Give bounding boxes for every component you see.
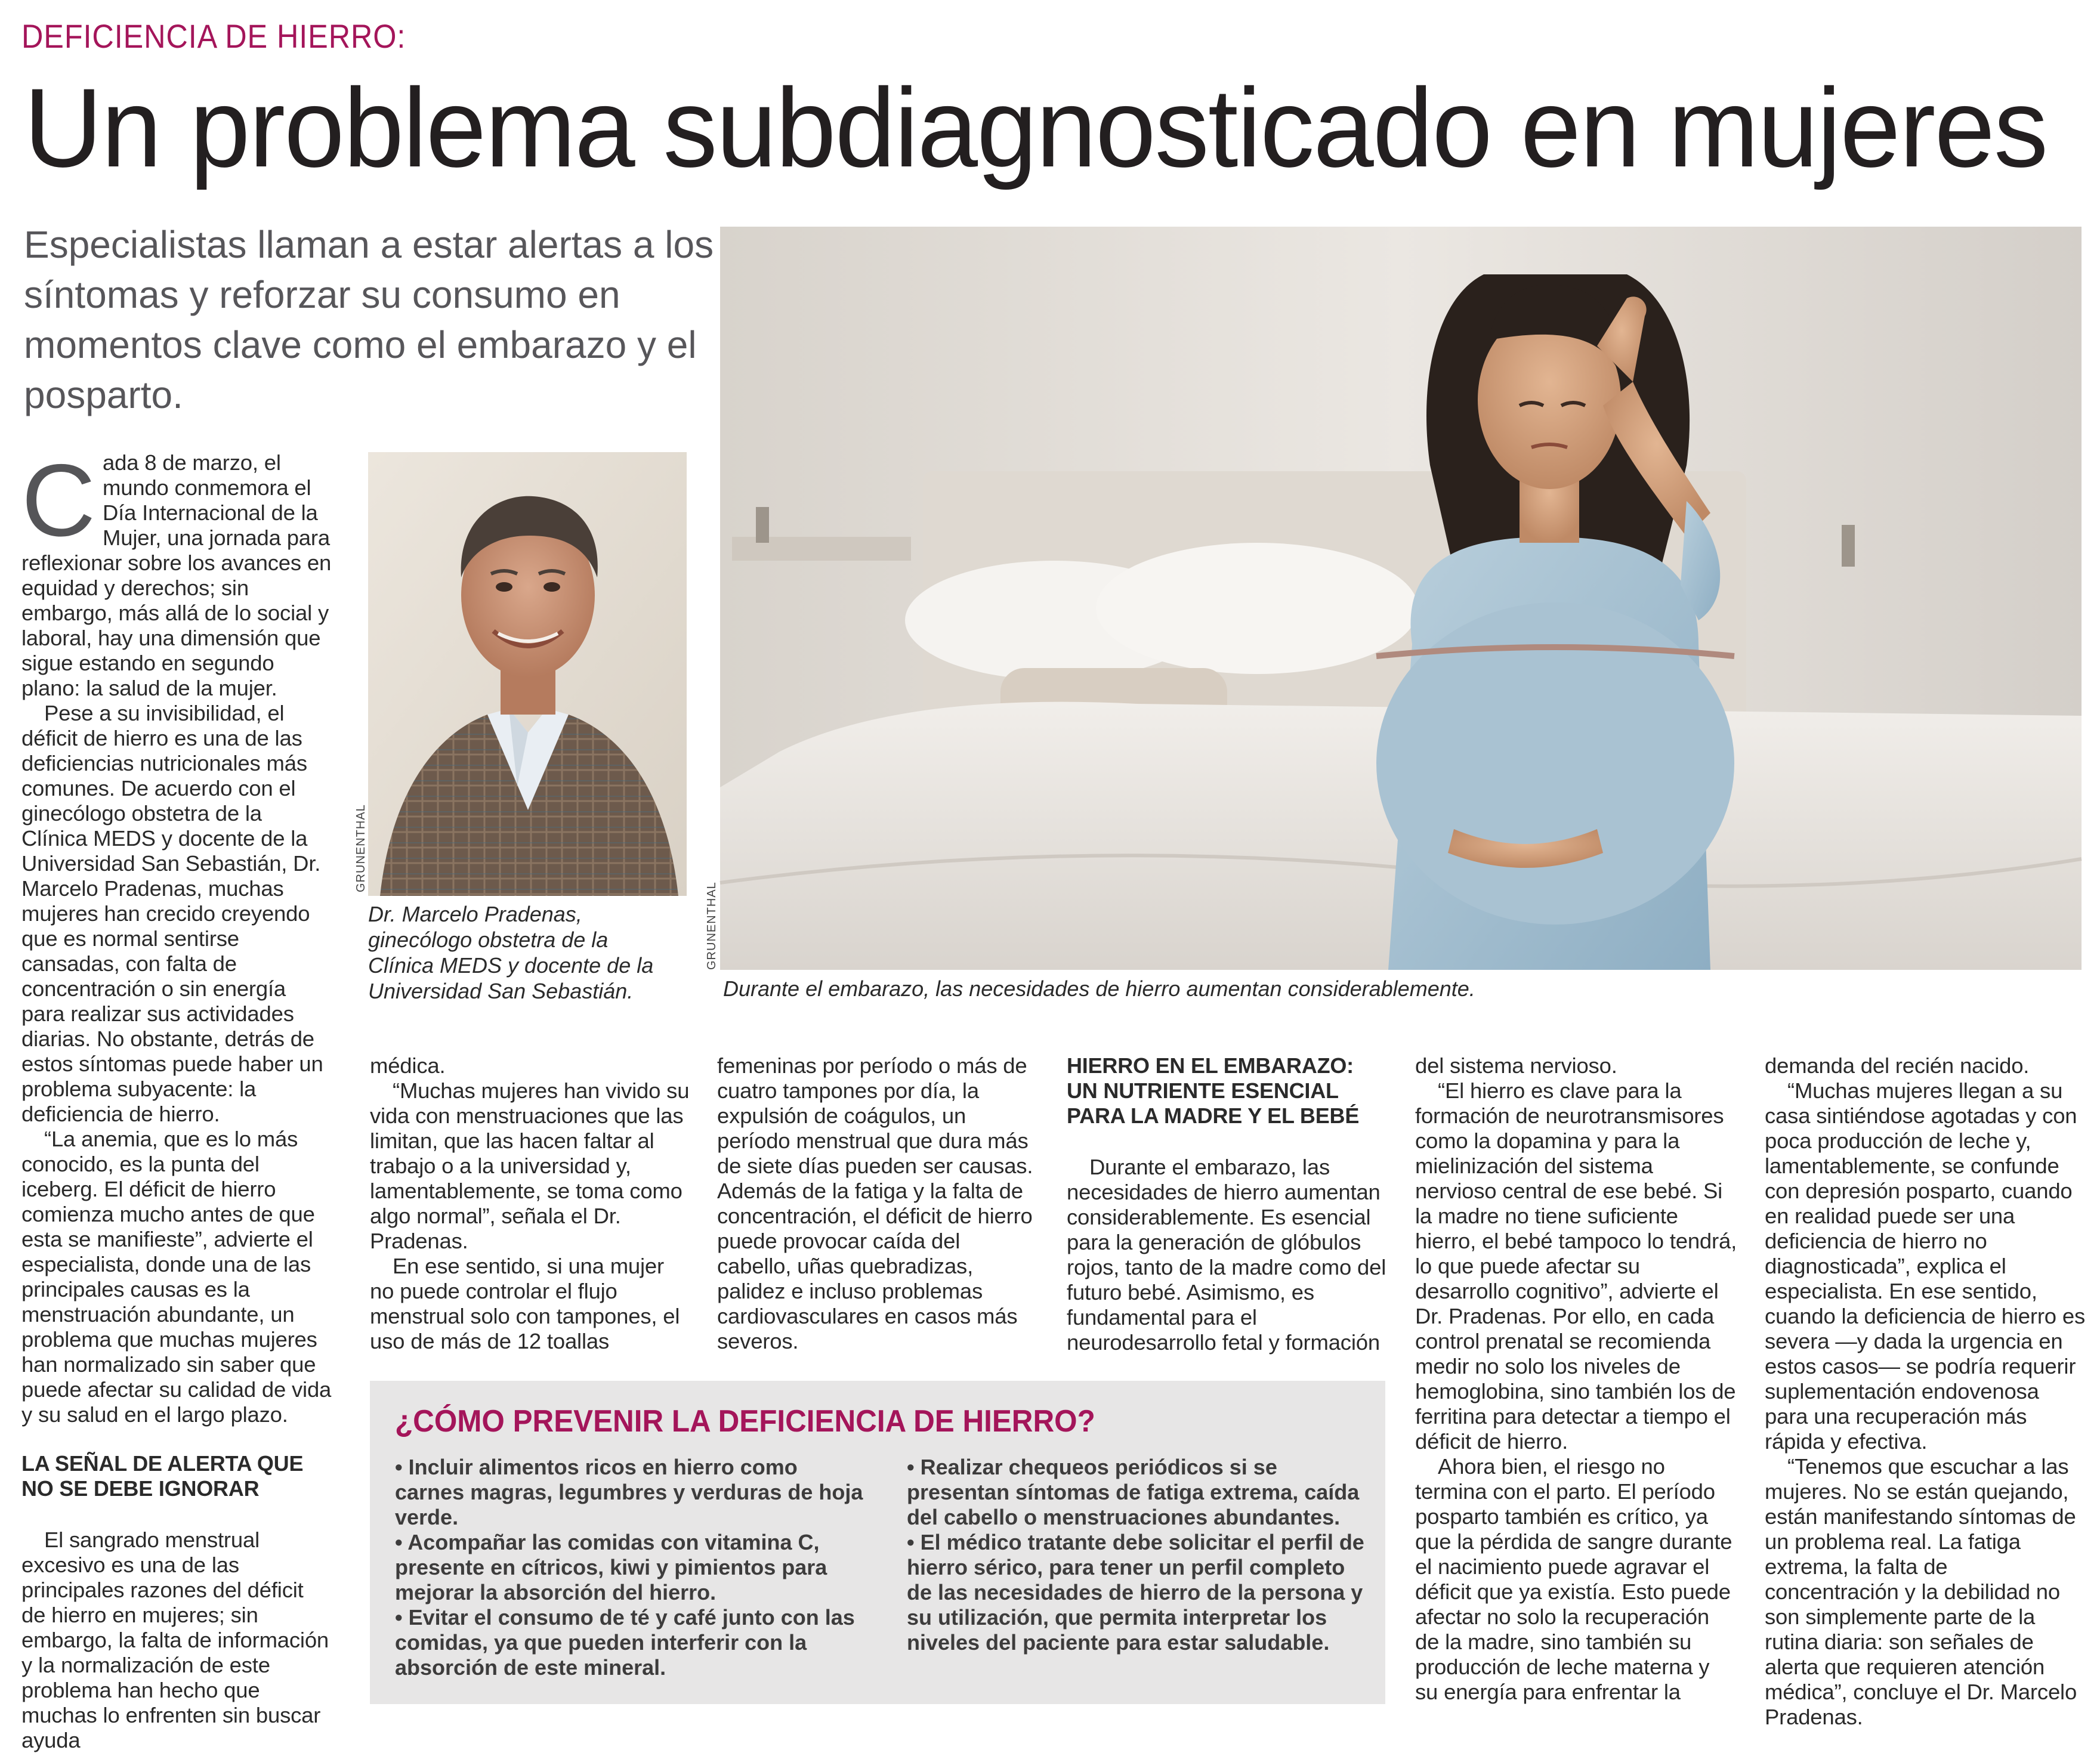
deck-subtitle: Especialistas llaman a estar alertas a los síntomas y reforzar su consumo en momentos clave como el embarazo y el posparto. [24,223,714,416]
main-photo [720,227,2082,970]
sidebar-left-list [395,1455,866,1680]
body-paragraph: demanda del recién nacido. [1765,1053,2030,1078]
headline: Un problema subdiagnosticado en mujeres [24,65,2048,190]
body-paragraph: Durante el embarazo, las necesidades de hierro aumentan considerablemente. Es esencial para la generación de glóbulos rojos, tanto de la madre como del futuro bebé. Asimismo, es fundamental para el neurodesarrollo fetal y formación [1067,1155,1386,1355]
section-kicker: DEFICIENCIA DE HIERRO: [21,17,406,55]
body-paragraph: En ese sentido, si una mujer no puede controlar el flujo menstrual solo con tampones, el uso de más de 12 toallas [370,1254,680,1353]
portrait-photo-credit: GRUNENTHAL [354,804,368,892]
column-2 [370,1053,692,1354]
body-paragraph: “Muchas mujeres han vivido su vida con menstruaciones que las limitan, que las hacen faltar al trabajo o a la universidad y, lamentablemente, se toma como algo normal”, señala el Dr. Pradenas. [370,1078,690,1253]
column-5 [1415,1053,1737,1705]
lead-paragraph: Cada 8 de marzo, el mundo conmemora el Día Internacional de la Mujer, una jornada para reflexionar sobre los avances en equidad y derechos; sin embargo, más allá de lo social y laboral, hay una dimensión que sigue estando en segundo plano: la salud de la mujer. [21,443,332,700]
body-paragraph: “La anemia, que es lo más conocido, es la punta del iceberg. El déficit de hierro comienza mucho antes de que esta se manifieste”, advierte el especialista, donde una de las principales causas es la menstruación abundante, un problema que muchas mujeres han normalizado sin saber que puede afectar su calidad de vida y su salud en el largo plazo. [21,1127,332,1427]
body-paragraph: Pese a su invisibilidad, el déficit de hierro es una de las deficiencias nutricionales más comunes. De acuerdo con el ginecólogo obstetra de la Clínica MEDS y docente de la Universidad San Sebastián, Dr. Marcelo Pradenas, muchas mujeres han crecido creyendo que es normal sentirse cansadas, con falta de concentración o sin energía para realizar sus actividades diarias. No obstante, detrás de estos síntomas puede haber un problema subyacente: la deficiencia de hierro. [21,701,323,1126]
body-paragraph: Ahora bien, el riesgo no termina con el parto. El período posparto también es crítico, ya que la pérdida de sangre durante el nacimiento puede agravar el déficit que ya existía. Esto puede afectar no solo la recuperación de la madre, sino también su producción de leche materna y su energía para enfrentar la [1415,1454,1732,1704]
body-paragraph: médica. [370,1053,446,1078]
column-3 [717,1053,1039,1354]
subheading-pregnancy: HIERRO EN EL EMBARAZO: UN NUTRIENTE ESENCIAL PARA LA MADRE Y EL BEBÉ [1067,1053,1360,1128]
drop-cap: C [21,443,96,558]
sidebar-list-item: • Evitar el consumo de té y café junto con las comidas, ya que pueden interferir con la absorción de este mineral. [395,1605,855,1680]
prevention-sidebar [370,1381,1385,1704]
body-paragraph: El sangrado menstrual excesivo es una de las principales razones del déficit de hierro en mujeres; sin embargo, la falta de información y la normalización de este problema han hecho que muchas lo enfrenten sin buscar ayuda [21,1528,329,1752]
subheading-alert: LA SEÑAL DE ALERTA QUE NO SE DEBE IGNORAR [21,1451,304,1501]
doctor-portrait-image [368,452,687,896]
body-paragraph: del sistema nervioso. [1415,1053,1617,1078]
sidebar-title: ¿CÓMO PREVENIR LA DEFICIENCIA DE HIERRO? [395,1404,1095,1439]
body-paragraph: “Tenemos que escuchar a las mujeres. No se están quejando, están manifestando síntomas de un problema real. La fatiga extrema, la falta de concentración y la debilidad no son simplemente parte de la rutina diaria: son señales de alerta que requieren atención médica”, concluye el Dr. Marcelo Pradenas. [1765,1454,2077,1729]
body-paragraph: “Muchas mujeres llegan a su casa sintiéndose agotadas y con poca producción de leche y, lamentablemente, se confunde con depresión posparto, cuando en realidad puede ser una deficiencia de hierro no diagnosticada”, explica el especialista. En ese sentido, cuando la deficiencia de hierro es severa —y dada la urgencia en estos casos— se podría requerir suplementación endovenosa para una recuperación más rápida y efectiva. [1765,1078,2085,1454]
column-6 [1765,1053,2087,1730]
sidebar-list-item: • Realizar chequeos periódicos si se presentan síntomas de fatiga extrema, caída del cabello o menstruaciones abundantes. [907,1455,1360,1529]
sidebar-list-item: • Acompañar las comidas con vitamina C, presente en cítricos, kiwi y pimientos para mejorar la absorción del hierro. [395,1530,827,1604]
main-photo-credit: GRUNENTHAL [705,882,718,970]
pregnant-woman-image [720,227,2082,970]
column-4 [1067,1053,1389,1355]
body-paragraph: “El hierro es clave para la formación de neurotransmisores como la dopamina y para la mielinización del sistema nervioso central de ese bebé. Si la madre no tiene suficiente hierro, el bebé tampoco lo tendrá, lo que puede afectar su desarrollo cognitivo”, advierte el Dr. Pradenas. Por ello, en cada control prenatal se recomienda medir no solo los niveles de hemoglobina, sino también los de ferritina para detectar a tiempo el déficit de hierro. [1415,1078,1737,1454]
sidebar-list-item: • Incluir alimentos ricos en hierro como carnes magras, legumbres y verduras de hoja verde. [395,1455,863,1529]
body-paragraph: femeninas por período o más de cuatro tampones por día, la expulsión de coágulos, un período menstrual que dura más de siete días pueden ser causas. Además de la fatiga y la falta de concentración, el déficit de hierro puede provocar caída del cabello, uñas quebradizas, palidez e incluso problemas cardiovasculares en casos más severos. [717,1053,1033,1353]
main-photo-caption: Durante el embarazo, las necesidades de hierro aumentan considerablemente. [723,976,1475,1001]
portrait-caption: Dr. Marcelo Pradenas, ginecólogo obstetra de la Clínica MEDS y docente de la Universidad San Sebastián. [368,902,654,1003]
sidebar-right-list [907,1455,1372,1655]
portrait-photo [368,452,687,896]
sidebar-list-item: • El médico tratante debe solicitar el perfil de hierro sérico, para tener un perfil completo de las necesidades de hierro de la persona y su utilización, que permita interpretar los niveles del paciente para estar saludable. [907,1530,1364,1655]
column-1 [21,443,333,1753]
